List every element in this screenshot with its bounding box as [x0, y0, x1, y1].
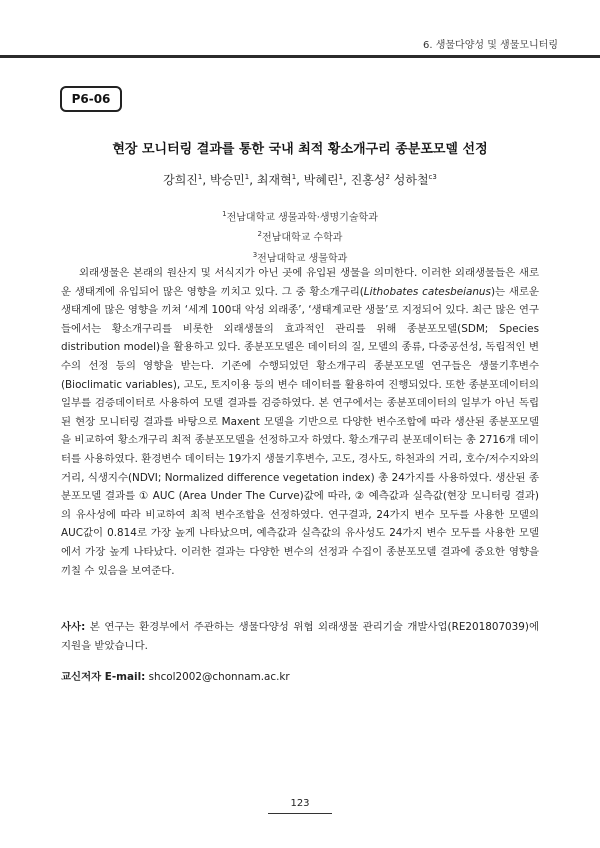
running-head: 6. 생물다양성 및 생물모니터링	[423, 40, 558, 51]
author-name: 강희진	[163, 173, 198, 187]
author-affiliation-mark: 1	[291, 173, 297, 181]
author-affiliation-mark: c3	[428, 173, 437, 181]
affiliation-mark: 1	[222, 210, 227, 218]
paper-code-badge: P6-06	[60, 86, 122, 112]
header-rule	[0, 55, 600, 58]
corresponding-author-contact	[61, 668, 539, 683]
abstract-text: )는 새로운 생태계에 많은 영향을 끼쳐 ‘세계 100대 악성 외래종’, ‘생태계교란 생물’로 지정되어 있다. 최근 많은 연구들에서는 황소개구리를 비롯한 외래생물의 효과적인 관리를 위해 종분포모델(SDM; Species distribution model)을 활용하고 있다. 종분포모델은 데이터의 질, 모델의 종류, 다중공선성, 독립적인 변수의 선정 등의 영향을 받는다. 기존에 수행되었던 황소개구리 종분포모델 연구들은 생물기후변수(Bioclimatic variables), 고도, 토지이용 등의 변수 데이터를 활용하여 진행되었다. 또한 종분포데이터의 일부를 검증데이터로 사용하여 모델 결과를 검증하였다. 본 연구에서는 종분포데이터의 일부가 아닌 독립된 현장 모니터링 결과를 바탕으로 Maxent 모델을 기반으로 다양한 변수조합에 따라 생산된 종분포모델을 비교하여 황소개구리 최적 종분포모델을 선정하고자 하였다. 황소개구리 분포데이터는 총 2716개 데이터를 사용하였다. 환경변수 데이터는 19가지 생물기후변수, 고도, 경사도, 하천과의 거리, 호수/저수지와의 거리, 식생지수(NDVI; Normalized difference vegetation index) 총 24가지를 사용하였다. 생산된 종분포모델 결과를 ① AUC (Area Under The Curve)값에 따라, ② 예측값과 실측값(현장 모니터링 결과)의 유사성에 따라 비교하여 최적 변수조합을 선정하였다. 연구결과, 24가지 변수 모두를 사용한 모델의 AUC값이 0.814로 가장 높게 나타났으며, 예측값과 실측값의 유사성도 24가지 변수 모두를 사용한 모델에서 가장 높게 나타났다. 이러한 결과는 다양한 변수의 선정과 수집이 종분포모델 결과에 중요한 영향을 끼칠 수 있음을 보여준다.	[61, 285, 539, 577]
author-affiliation-mark: 1	[197, 173, 203, 181]
author-separator: ,	[249, 173, 257, 187]
author-name: 진홍성	[350, 173, 386, 187]
abstract-text: 외래생물은 본래의 원산지 및 서식지가 아닌 곳에 유입된 생물을 의미한다. 이러한 외래생물들은 새로운 생태계에 유입되어 많은 영향을 끼치고 있다. 그 중 황소개구리(	[61, 267, 539, 298]
author-name: 박혜린	[303, 173, 339, 187]
affiliation-mark: 3	[252, 250, 258, 259]
acknowledgement	[61, 618, 539, 655]
author-name: 성하철	[393, 173, 429, 187]
author-name: 최재혁	[256, 173, 292, 187]
author-separator: ,	[343, 173, 351, 187]
abstract-body	[61, 264, 539, 580]
author-name: 박승민	[210, 173, 245, 187]
contact-email[interactable]: shcol2002@chonnam.ac.kr	[145, 671, 290, 683]
author-affiliation-mark: 1	[244, 173, 250, 181]
contact-label: 교신저자 E-mail:	[61, 671, 146, 683]
page-number: 123	[290, 798, 310, 809]
affiliation-text: 전남대학교 생물과학·생명기술학과	[226, 212, 378, 224]
page-number-underline	[268, 813, 332, 814]
affiliation-list	[0, 206, 600, 267]
author-list	[0, 171, 600, 188]
author-separator: ,	[202, 173, 211, 187]
affiliation-text: 전남대학교 생물학과	[257, 252, 348, 264]
acknowledgement-text: 본 연구는 환경부에서 주관하는 생물다양성 위협 외래생물 관리기술 개발사업(RE201807039)에 지원을 받았습니다.	[61, 621, 539, 652]
affiliation-line	[0, 226, 600, 246]
acknowledgement-label: 사사:	[61, 621, 86, 633]
species-name: Lithobates catesbeianus	[363, 285, 491, 298]
author-affiliation-mark: 2	[385, 173, 390, 181]
affiliation-mark: 2	[257, 230, 262, 239]
affiliation-text: 전남대학교 수학과	[262, 232, 343, 244]
paper-title: 현장 모니터링 결과를 통한 국내 최적 황소개구리 종분포모델 선정	[112, 142, 488, 157]
affiliation-line	[0, 206, 600, 226]
author-affiliation-mark: 1	[338, 173, 344, 181]
author-separator: ,	[296, 173, 304, 187]
